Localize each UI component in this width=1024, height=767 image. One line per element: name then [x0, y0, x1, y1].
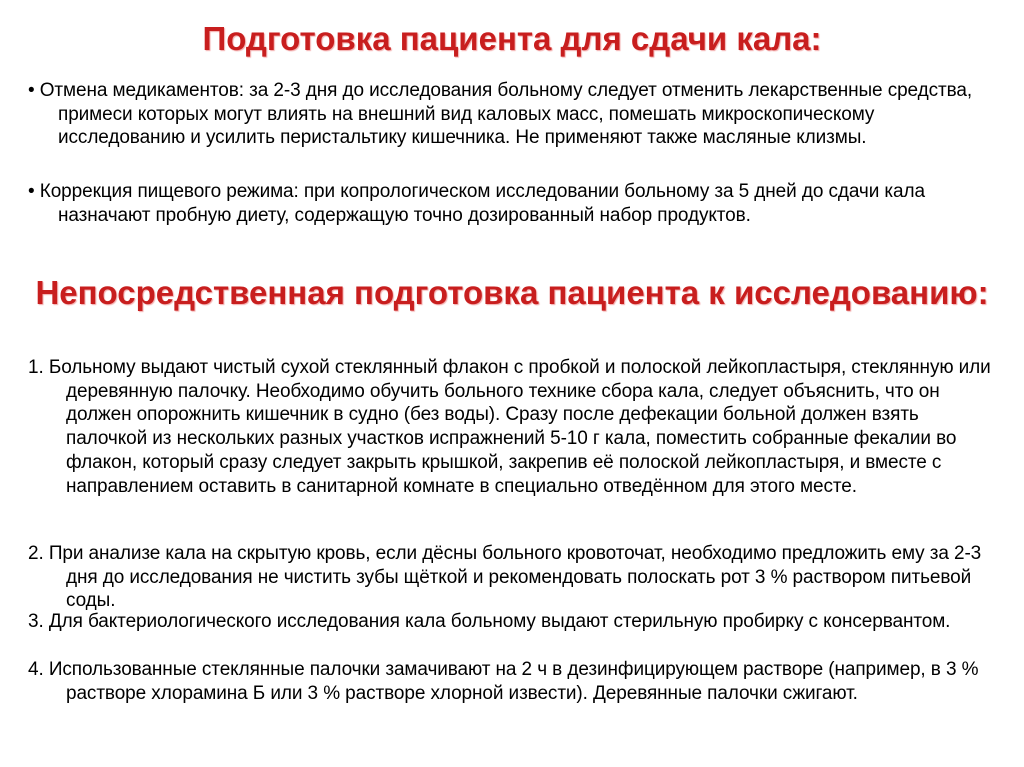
bullet-diet [28, 180, 1000, 227]
step-3 [28, 610, 1000, 634]
bullet-medication [28, 79, 1000, 150]
bullet-text: • Отмена медикаментов: за 2-3 дня до исследования больному следует отменить лекарственные средства, примеси которых могут влиять на внешний вид каловых масс, помешать микроскопическому исследованию и усилить перистальтику кишечника. Не применяют также масляные клизмы. [28, 80, 973, 149]
bullet-text: • Коррекция пищевого режима: при копрологическом исследовании больному за 5 дней до сдачи кала назначают пробную диету, содержащую точно дозированный набор продуктов. [28, 181, 925, 226]
step-4 [28, 658, 1000, 705]
step-1 [28, 356, 1000, 498]
heading-direct-preparation: Непосредственная подготовка пациента к исследованию: [35, 274, 989, 311]
step-text: 3. Для бактериологического исследования кала больному выдают стерильную пробирку с консервантом. [28, 611, 951, 632]
step-text: 2. При анализе кала на скрытую кровь, если дёсны больного кровоточат, необходимо предложить ему за 2-3 дня до исследования не чистить зубы щёткой и рекомендовать полоскать рот 3 % раствором питьевой соды. [28, 543, 982, 612]
step-2 [28, 542, 1000, 613]
heading-preparation: Подготовка пациента для сдачи кала: [202, 20, 822, 57]
step-text: 1. Больному выдают чистый сухой стеклянный флакон с пробкой и полоской лейкопластыря, стеклянную или деревянную палочку. Необходимо обучить больного технике сбора кала, следует объяснить, что он должен опорожнить кишечник в судно (без воды). Сразу после дефекации больной должен взять палочкой из нескольких разных участков испражнений 5-10 г кала, поместить собранные фекалии во флакон, который сразу следует закрыть крышкой, закрепив её полоской лейкопластыря, и вместе с направлением оставить в санитарной комнате в специально отведённом для этого месте. [28, 357, 991, 497]
step-text: 4. Использованные стеклянные палочки замачивают на 2 ч в дезинфицирующем растворе (например, в 3 % растворе хлорамина Б или 3 % растворе хлорной извести). Деревянные палочки сжигают. [28, 659, 979, 704]
